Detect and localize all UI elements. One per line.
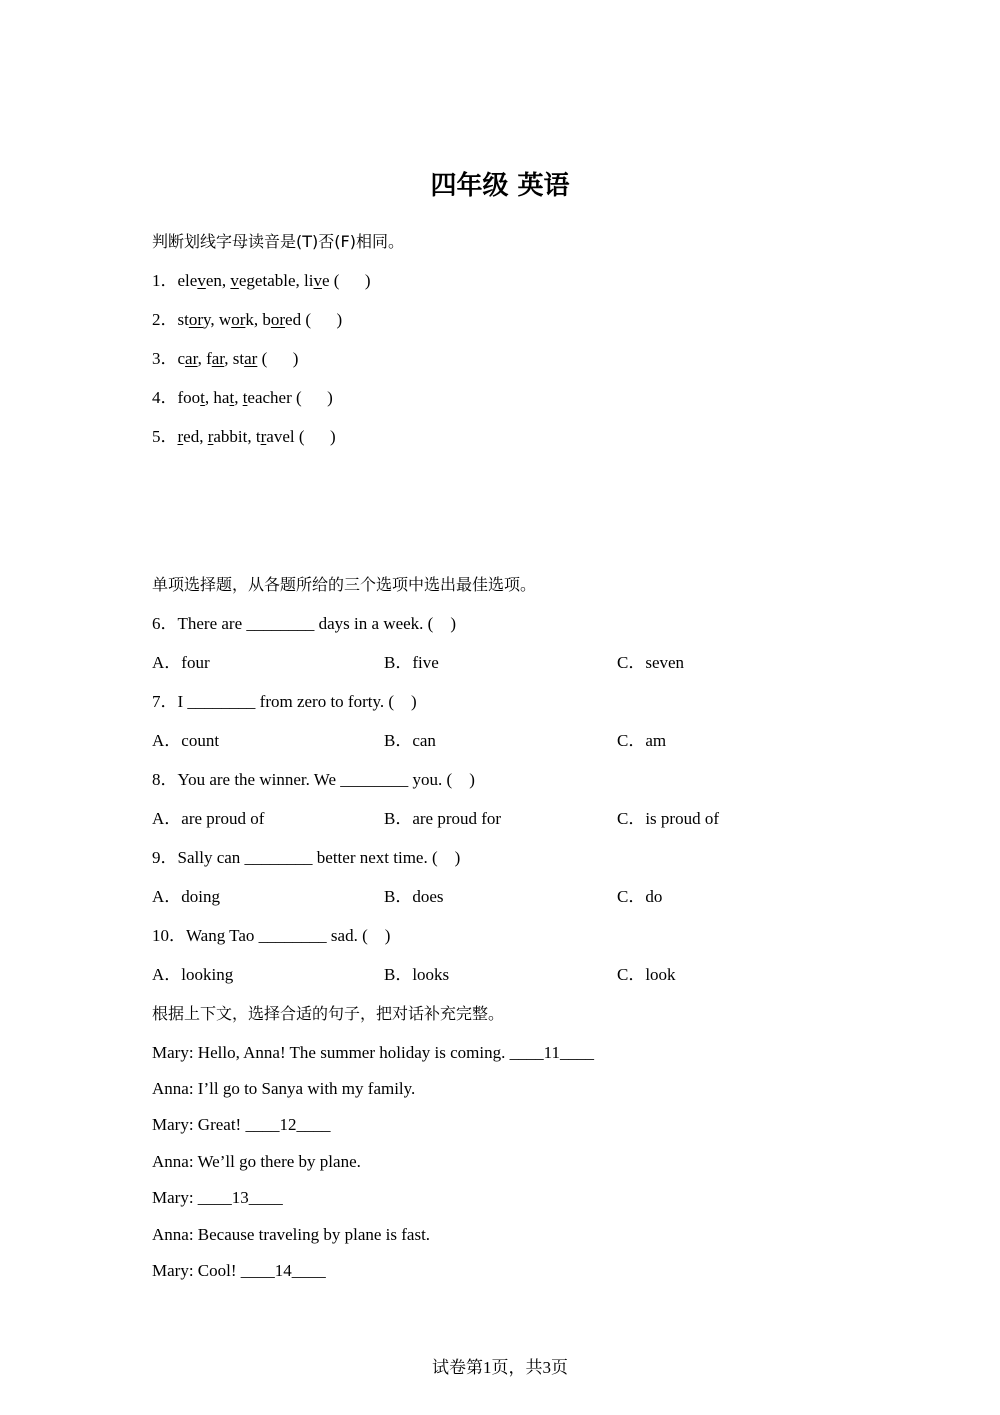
dialogue-line: Mary: ____13____ bbox=[152, 1188, 283, 1207]
word1-suffix: en bbox=[205, 271, 222, 290]
word3-suffix: eacher bbox=[247, 388, 292, 407]
word1-prefix: st bbox=[177, 310, 189, 329]
word2-prefix: w bbox=[218, 310, 232, 329]
word1-underlined: ar bbox=[185, 349, 198, 368]
phonics-item bbox=[152, 386, 333, 410]
option-a: A．looking bbox=[152, 965, 234, 984]
separator: , bbox=[234, 388, 243, 407]
word3-underlined: or bbox=[270, 310, 286, 329]
dialogue-line: Mary: Hello, Anna! The summer holiday is coming. ____11____ bbox=[152, 1043, 594, 1062]
phonics-item bbox=[152, 308, 342, 332]
word3-underlined: ar bbox=[244, 349, 258, 368]
word3-suffix: e bbox=[321, 271, 330, 290]
word1-prefix: ele bbox=[177, 271, 198, 290]
word1-suffix: y bbox=[203, 310, 211, 329]
section2-instruction: 单项选择题，从各题所给的三个选项中选出最佳选项。 bbox=[152, 575, 537, 594]
page-title: 四年级 英语 bbox=[430, 171, 570, 201]
item-number: 3． bbox=[152, 349, 178, 368]
item-number: 1． bbox=[152, 271, 178, 290]
word3-prefix: t bbox=[255, 427, 261, 446]
separator: , bbox=[221, 271, 231, 290]
word3-underlined: v bbox=[313, 271, 322, 290]
separator: , bbox=[204, 388, 214, 407]
item-number: 4． bbox=[152, 388, 178, 407]
option-b: B．does bbox=[384, 887, 444, 906]
phonics-item bbox=[152, 347, 298, 371]
item-number: 2． bbox=[152, 310, 178, 329]
option-c: C．do bbox=[617, 887, 663, 906]
word3-underlined: t bbox=[242, 388, 248, 407]
option-b: B．are proud for bbox=[384, 809, 502, 828]
word2-underlined: v bbox=[230, 271, 239, 290]
option-c: C．look bbox=[617, 965, 676, 984]
option-c: C．seven bbox=[617, 653, 685, 672]
separator: , bbox=[247, 427, 256, 446]
word1-underlined: v bbox=[197, 271, 206, 290]
separator: , bbox=[295, 271, 305, 290]
question-stem: 8．You are the winner. We ________ you. ( ) bbox=[152, 770, 475, 789]
word2-underlined: r bbox=[207, 427, 214, 446]
word3-suffix: avel bbox=[266, 427, 295, 446]
phonics-item bbox=[152, 425, 336, 449]
dialogue-line: Anna: I’ll go to Sanya with my family. bbox=[152, 1079, 416, 1098]
page-footer: 试卷第1页，共3页 bbox=[432, 1358, 568, 1377]
option-a: A．are proud of bbox=[152, 809, 265, 828]
option-c: C．is proud of bbox=[617, 809, 719, 828]
option-a: A．doing bbox=[152, 887, 220, 906]
answer-bracket: ( ) bbox=[301, 310, 343, 329]
question-stem: 9．Sally can ________ better next time. ( ) bbox=[152, 848, 461, 867]
dialogue-line: Mary: Great! ____12____ bbox=[152, 1115, 331, 1134]
option-b: B．five bbox=[384, 653, 439, 672]
option-a: A．count bbox=[152, 731, 220, 750]
word3-suffix: ed bbox=[285, 310, 302, 329]
word2-suffix: egetable bbox=[238, 271, 296, 290]
word3-underlined: r bbox=[260, 427, 267, 446]
dialogue-line: Anna: Because traveling by plane is fast. bbox=[152, 1225, 431, 1244]
word1-underlined: t bbox=[200, 388, 205, 407]
separator: , bbox=[253, 310, 263, 329]
word2-prefix: ha bbox=[213, 388, 230, 407]
word2-underlined: or bbox=[231, 310, 246, 329]
word1-prefix: foo bbox=[177, 388, 201, 407]
dialogue-line: Anna: We’ll go there by plane. bbox=[152, 1152, 361, 1171]
question-stem: 7．I ________ from zero to forty. ( ) bbox=[152, 692, 417, 711]
question-stem: 6．There are ________ days in a week. ( ) bbox=[152, 614, 457, 633]
option-c: C．am bbox=[617, 731, 667, 750]
answer-bracket: ( ) bbox=[257, 349, 299, 368]
word2-suffix: abbit bbox=[213, 427, 248, 446]
word3-prefix: li bbox=[304, 271, 314, 290]
question-stem: 10．Wang Tao ________ sad. ( ) bbox=[152, 926, 391, 945]
section3-instruction: 根据上下文，选择合适的句子，把对话补充完整。 bbox=[152, 1004, 505, 1023]
separator: , bbox=[224, 349, 233, 368]
separator: , bbox=[210, 310, 219, 329]
option-a: A．four bbox=[152, 653, 210, 672]
dialogue-line: Mary: Cool! ____14____ bbox=[152, 1261, 326, 1280]
word3-prefix: b bbox=[262, 310, 271, 329]
word2-underlined: ar bbox=[211, 349, 225, 368]
separator: , bbox=[199, 427, 208, 446]
option-b: B．looks bbox=[384, 965, 450, 984]
answer-bracket: ( ) bbox=[294, 427, 336, 446]
word2-prefix: f bbox=[206, 349, 212, 368]
option-b: B．can bbox=[384, 731, 436, 750]
section1-instruction: 判断划线字母读音是(T)否(F)相同。 bbox=[152, 232, 404, 251]
word3-prefix: st bbox=[232, 349, 245, 368]
item-number: 5． bbox=[152, 427, 178, 446]
word2-underlined: t bbox=[229, 388, 235, 407]
phonics-item bbox=[152, 269, 371, 293]
separator: , bbox=[197, 349, 207, 368]
word2-suffix: k bbox=[245, 310, 254, 329]
answer-bracket: ( ) bbox=[329, 271, 371, 290]
word1-prefix: c bbox=[177, 349, 186, 368]
word1-underlined: or bbox=[188, 310, 204, 329]
word1-suffix: ed bbox=[183, 427, 200, 446]
word1-underlined: r bbox=[177, 427, 184, 446]
answer-bracket: ( ) bbox=[291, 388, 333, 407]
